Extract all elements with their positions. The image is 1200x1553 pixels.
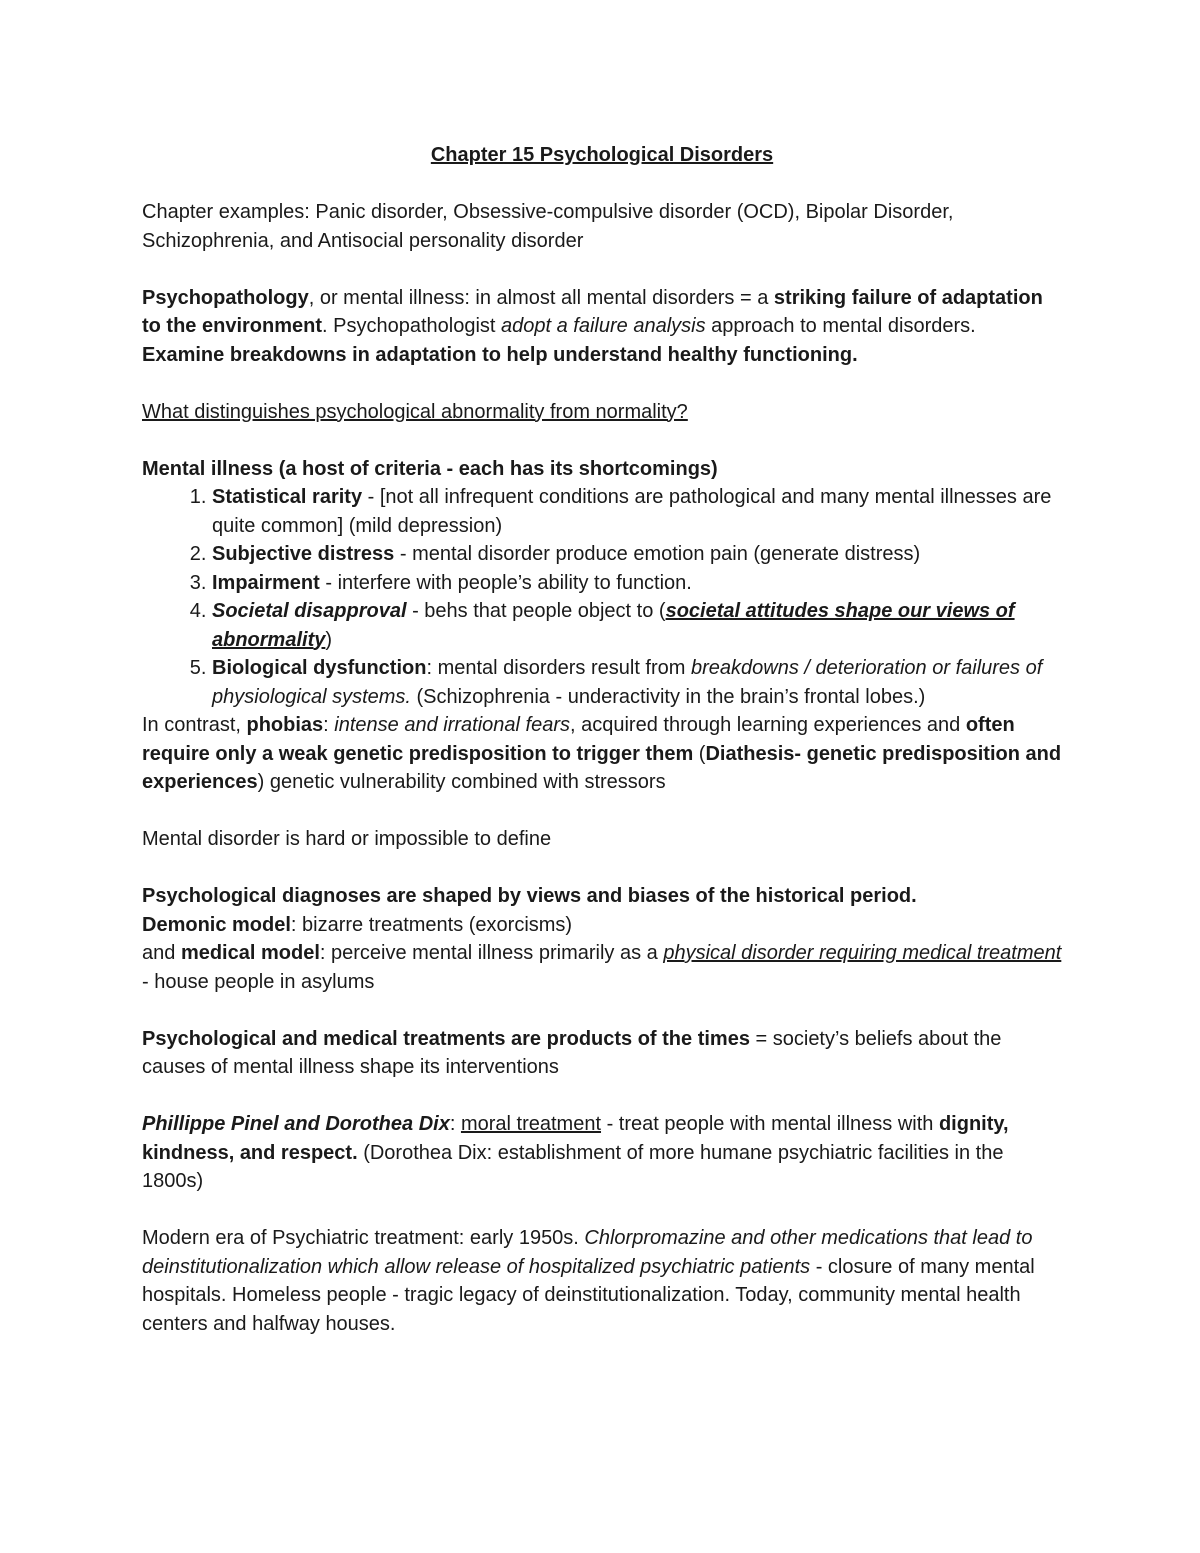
italic-underlined-phrase: physical disorder requiring medical treatment xyxy=(663,942,1062,964)
spacer xyxy=(142,426,1062,455)
treatments-paragraph xyxy=(142,1025,1062,1082)
text-run: (Dorothea Dix: establishment of more humane psychiatric facilities in the 1800s) xyxy=(142,1141,1004,1192)
criterion-text: - [not all infrequent conditions are pathological and many mental illnesses are quite common] (mild depression) xyxy=(212,486,1052,537)
criterion-term: Subjective distress xyxy=(212,543,395,565)
spacer xyxy=(142,369,1062,398)
list-item xyxy=(212,569,1062,598)
text-run: , acquired through learning experiences and xyxy=(570,714,966,736)
spacer xyxy=(142,1082,1062,1111)
bold-phrase: dignity, kindness, and respect. xyxy=(142,1113,1009,1164)
criterion-term: Biological dysfunction xyxy=(212,657,427,679)
spacer xyxy=(142,996,1062,1025)
criterion-emphasis: breakdowns / deterioration or failures of physiological systems. xyxy=(212,657,1043,708)
moral-treatment-term: moral treatment xyxy=(460,1113,602,1135)
text-run: and xyxy=(142,942,181,964)
spacer xyxy=(142,797,1062,826)
text-run: , or mental illness: in almost all mental disorders = a xyxy=(308,286,774,309)
bold-phrase: Examine breakdowns in adaptation to help understand healthy functioning. xyxy=(142,343,858,366)
text-run: ) genetic vulnerability combined with stressors xyxy=(257,771,666,793)
criterion-emphasis: societal attitudes shape our views of abnormality xyxy=(212,600,1015,651)
criterion-text: - mental disorder produce emotion pain (generate distress) xyxy=(394,543,921,565)
criteria-list xyxy=(142,483,1062,711)
list-item xyxy=(212,654,1062,711)
modern-era-paragraph xyxy=(142,1224,1062,1338)
psychopathology-paragraph xyxy=(142,284,1062,370)
text-run: approach to mental disorders. xyxy=(705,315,976,337)
text-run: Modern era of Psychiatric treatment: early 1950s. xyxy=(142,1227,585,1249)
abnormality-question: What distinguishes psychological abnormality from normality? xyxy=(142,400,688,423)
criterion-text: : mental disorders result from xyxy=(426,657,691,679)
text-run: : perceive mental illness primarily as a xyxy=(319,942,664,964)
criterion-text: ) xyxy=(325,628,333,651)
bold-phrase: often require only a weak genetic predisposition to trigger them xyxy=(142,714,1015,765)
list-item xyxy=(212,483,1062,540)
document-page xyxy=(142,139,1062,1338)
medical-model-line xyxy=(142,939,1062,996)
diagnoses-heading xyxy=(142,882,1062,911)
bold-phrase: Psychological and medical treatments are products of the times xyxy=(142,1027,750,1050)
hard-to-define: Mental disorder is hard or impossible to define xyxy=(142,828,552,850)
bold-phrase: Diathesis- genetic predisposition and experiences xyxy=(142,742,1062,793)
text-run: : xyxy=(449,1113,461,1135)
text-run: - treat people with mental illness with xyxy=(601,1113,939,1135)
criterion-text: - behs that people object to ( xyxy=(406,600,666,622)
chapter-examples: Chapter examples: Panic disorder, Obsessive-compulsive disorder (OCD), Bipolar Disorder, Schizophrenia, and Antisocial personality disorder xyxy=(142,201,954,252)
criteria-heading xyxy=(142,455,1062,484)
pinel-dix-paragraph xyxy=(142,1110,1062,1196)
spacer xyxy=(142,255,1062,284)
list-item xyxy=(212,540,1062,569)
italic-phrase: intense and irrational fears xyxy=(334,714,570,736)
list-item xyxy=(212,597,1062,654)
demonic-model-line xyxy=(142,911,1062,940)
text-run: : bizarre treatments (exorcisms) xyxy=(290,913,573,936)
text-run: ( xyxy=(693,742,706,765)
phobias-paragraph xyxy=(142,711,1062,797)
criteria-heading-text: Mental illness (a host of criteria - each has its shortcomings) xyxy=(142,457,718,480)
psychopathology-term: Psychopathology xyxy=(142,286,309,309)
criterion-text: (Schizophrenia - underactivity in the brain’s frontal lobes.) xyxy=(410,685,926,708)
text-run: = society’s beliefs about the causes of mental illness shape its interventions xyxy=(142,1027,1002,1078)
phobias-term: phobias xyxy=(246,714,324,736)
pinel-dix-names: Phillippe Pinel and Dorothea Dix xyxy=(142,1113,450,1135)
medical-model-term: medical model xyxy=(180,942,320,964)
criterion-term: Societal disapproval xyxy=(212,600,407,622)
text-run: . Psychopathologist xyxy=(322,315,502,337)
document-title: Chapter 15 Psychological Disorders xyxy=(430,144,774,166)
italic-phrase: Chlorpromazine and other medications that lead to deinstitutionalization which allow release of hospitalized psychiatric patients xyxy=(142,1227,1033,1278)
criterion-term: Statistical rarity xyxy=(212,486,363,508)
text-run: In contrast, xyxy=(142,714,247,736)
spacer xyxy=(142,170,1062,199)
diagnoses-heading-text: Psychological diagnoses are shaped by views and biases of the historical period. xyxy=(142,885,917,907)
text-run: : xyxy=(323,714,335,736)
spacer xyxy=(142,854,1062,883)
italic-phrase: adopt a failure analysis xyxy=(501,315,706,337)
criterion-term: Impairment xyxy=(212,571,320,594)
text-run: - closure of many mental hospitals. Homeless people - tragic legacy of deinstitutionalization. Today, community mental health centers and halfway houses. xyxy=(142,1255,1035,1335)
text-run: - house people in asylums xyxy=(142,970,375,993)
criterion-text: - interfere with people’s ability to function. xyxy=(319,571,692,594)
bold-phrase: striking failure of adaptation to the environment xyxy=(142,286,1043,337)
spacer xyxy=(142,1196,1062,1225)
demonic-model-term: Demonic model xyxy=(142,913,291,936)
